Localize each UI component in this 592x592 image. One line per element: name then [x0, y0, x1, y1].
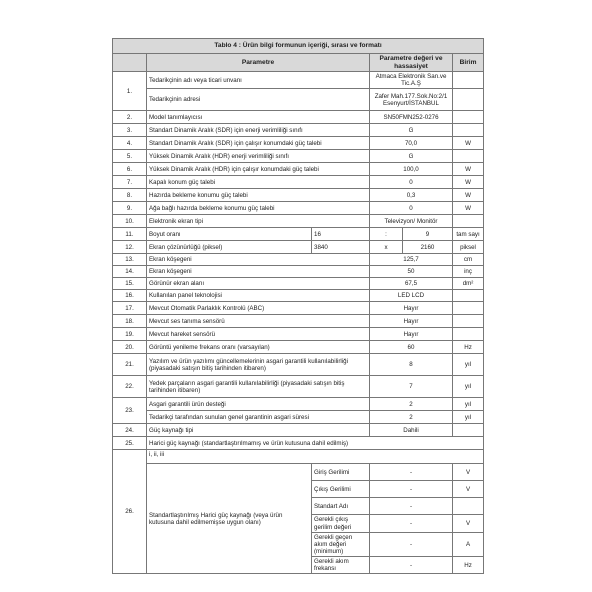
sub-value: - — [370, 515, 453, 532]
row-unit: cm — [453, 254, 484, 266]
row-value: 125,7 — [370, 254, 453, 266]
row-value: 7 — [370, 376, 453, 398]
resolution-width: 3840 — [312, 241, 370, 254]
table-title-row — [113, 39, 484, 54]
row-unit — [453, 124, 484, 137]
row-unit: tam sayı — [453, 228, 484, 241]
row-value: 0 — [370, 176, 453, 189]
row-value: 67,5 — [370, 278, 453, 290]
row-label: Standartlaştırılmış Harici güç kaynağı (veya ürün kutusuna dahil edilmemişse uygun olanı) — [147, 464, 312, 574]
row-unit: yıl — [453, 376, 484, 398]
row-number: 22. — [113, 376, 147, 398]
row-number: 20. — [113, 341, 147, 354]
table-row — [113, 163, 484, 176]
table-row — [113, 176, 484, 189]
row-label: Standart Dinamik Aralık (SDR) için enerji verimliliği sınıfı — [147, 124, 370, 137]
row-value: Zafer Mah.177.Sok.No:2/1 Esenyurt/İSTANBUL — [370, 89, 453, 111]
sub-unit: V — [453, 481, 484, 498]
row-value: LED LCD — [370, 290, 453, 302]
table-row — [113, 398, 484, 411]
header-parameter: Parametre — [147, 54, 370, 72]
row-number: 26. — [113, 450, 147, 574]
row-label: Harici güç kaynağı (standartlaştırılmamış ve ürün kutusuna dahil edilmiş) — [147, 437, 484, 450]
row-value: 0 — [370, 202, 453, 215]
sub-unit: V — [453, 515, 484, 532]
row-label: Hazırda bekleme konumu güç talebi — [147, 189, 370, 202]
row-unit: yıl — [453, 411, 484, 424]
table-row — [113, 341, 484, 354]
row-unit — [453, 328, 484, 341]
row-label: Yüksek Dinamik Aralık (HDR) için çalışır konumdaki güç talebi — [147, 163, 370, 176]
row-unit — [453, 424, 484, 437]
table-row — [113, 228, 484, 241]
row-unit — [453, 111, 484, 124]
row-value: Hayır — [370, 302, 453, 315]
table-row — [113, 376, 484, 398]
ratio-width: 16 — [312, 228, 370, 241]
row-number: 11. — [113, 228, 147, 241]
row-label: Tedarikçinin adresi — [147, 89, 370, 111]
sub-value: - — [370, 498, 453, 515]
row-label: Yazılım ve ürün yazılımı güncellemelerinin asgari garantili kullanılabilirliği (piyasadaki satışın bitiş tarihinden itibaren) — [147, 354, 370, 376]
sub-label: Gerekli çıkış gerilim değeri — [312, 515, 370, 532]
row-unit: W — [453, 202, 484, 215]
table-row — [113, 137, 484, 150]
row-number: 8. — [113, 189, 147, 202]
row-value: 70,0 — [370, 137, 453, 150]
row-number: 17. — [113, 302, 147, 315]
table-row — [113, 89, 484, 111]
row-label: Kullanılan panel teknolojisi — [147, 290, 370, 302]
table-row — [113, 464, 484, 481]
row-label: Standart Dinamik Aralık (SDR) için çalışır konumdaki güç talebi — [147, 137, 370, 150]
row-number: 16. — [113, 290, 147, 302]
row-number: 3. — [113, 124, 147, 137]
table-row — [113, 150, 484, 163]
row-number: 5. — [113, 150, 147, 163]
row-label: Elektronik ekran tipi — [147, 215, 370, 228]
row-unit: yıl — [453, 398, 484, 411]
row-label: Mevcut hareket sensörü — [147, 328, 370, 341]
row-number: 9. — [113, 202, 147, 215]
roman-numerals: i, ii, iii — [147, 450, 484, 464]
row-value: Dahili — [370, 424, 453, 437]
row-label: Ağa bağlı hazırda bekleme konumu güç talebi — [147, 202, 370, 215]
row-unit — [453, 290, 484, 302]
sub-label: Gerekli akım frekansı — [312, 557, 370, 574]
sub-value: - — [370, 481, 453, 498]
row-unit: inç — [453, 266, 484, 278]
table-row — [113, 215, 484, 228]
table-row — [113, 302, 484, 315]
sub-unit: A — [453, 532, 484, 556]
sub-label: Giriş Gerilimi — [312, 464, 370, 481]
row-number: 6. — [113, 163, 147, 176]
table-row — [113, 411, 484, 424]
row-label: Asgari garantili ürün desteği — [147, 398, 370, 411]
row-unit: piksel — [453, 241, 484, 254]
row-number: 25. — [113, 437, 147, 450]
table-row — [113, 124, 484, 137]
row-label: Boyut oranı — [147, 228, 312, 241]
row-number: 19. — [113, 328, 147, 341]
sub-unit — [453, 498, 484, 515]
header-unit: Birim — [453, 54, 484, 72]
table-row — [113, 254, 484, 266]
row-label: Ekran çözünürlüğü (piksel) — [147, 241, 312, 254]
row-value: Hayır — [370, 328, 453, 341]
table-row — [113, 202, 484, 215]
sub-label: Gerekli geçen akım değeri (minimum) — [312, 532, 370, 556]
row-value: 50 — [370, 266, 453, 278]
sub-unit: V — [453, 464, 484, 481]
row-unit: W — [453, 176, 484, 189]
table-row — [113, 450, 484, 464]
row-label: Ekran köşegeni — [147, 254, 370, 266]
row-value: G — [370, 150, 453, 163]
table-row — [113, 266, 484, 278]
table-row — [113, 354, 484, 376]
row-number: 4. — [113, 137, 147, 150]
row-number: 18. — [113, 315, 147, 328]
row-value: 100,0 — [370, 163, 453, 176]
ratio-height: 9 — [403, 228, 453, 241]
sub-value: - — [370, 532, 453, 556]
row-unit: dm² — [453, 278, 484, 290]
resolution-height: 2160 — [403, 241, 453, 254]
row-number: 12. — [113, 241, 147, 254]
row-value: Hayır — [370, 315, 453, 328]
table-row — [113, 437, 484, 450]
row-number: 24. — [113, 424, 147, 437]
row-value: G — [370, 124, 453, 137]
row-number: 21. — [113, 354, 147, 376]
table-row — [113, 189, 484, 202]
row-value: SN50FMN252-0276 — [370, 111, 453, 124]
row-value: 0,3 — [370, 189, 453, 202]
row-value: 8 — [370, 354, 453, 376]
table-row — [113, 424, 484, 437]
table-row — [113, 111, 484, 124]
row-unit: Hz — [453, 341, 484, 354]
product-info-table — [112, 38, 484, 574]
table-row — [113, 241, 484, 254]
row-unit — [453, 150, 484, 163]
row-number: 23. — [113, 398, 147, 424]
row-number: 15. — [113, 278, 147, 290]
row-unit: W — [453, 137, 484, 150]
row-label: Kapalı konum güç talebi — [147, 176, 370, 189]
row-unit: yıl — [453, 354, 484, 376]
row-label: Tedarikçi tarafından sunulan genel garantinin asgari süresi — [147, 411, 370, 424]
row-label: Ekran köşegeni — [147, 266, 370, 278]
row-value: Televizyon/ Monitör — [370, 215, 453, 228]
row-value: 2 — [370, 411, 453, 424]
sub-label: Çıkış Gerilimi — [312, 481, 370, 498]
row-number: 10. — [113, 215, 147, 228]
row-unit — [453, 215, 484, 228]
row-number: 14. — [113, 266, 147, 278]
row-unit: W — [453, 163, 484, 176]
table-row — [113, 315, 484, 328]
sub-label: Standart Adı — [312, 498, 370, 515]
row-label: Mevcut ses tanıma sensörü — [147, 315, 370, 328]
row-label: Görüntü yenileme frekans oranı (varsayılan) — [147, 341, 370, 354]
row-value: Atmaca Elektronik San.ve Tic.A.Ş — [370, 72, 453, 89]
sub-value: - — [370, 557, 453, 574]
table-row — [113, 72, 484, 89]
row-unit — [453, 302, 484, 315]
row-number: 7. — [113, 176, 147, 189]
row-label: Güç kaynağı tipi — [147, 424, 370, 437]
row-unit — [453, 315, 484, 328]
row-label: Tedarikçinin adı veya ticari unvanı — [147, 72, 370, 89]
header-value: Parametre değeri ve hassasiyet — [370, 54, 453, 72]
sub-unit: Hz — [453, 557, 484, 574]
table-title: Tablo 4 : Ürün bilgi formunun içeriği, sırası ve formatı — [113, 39, 484, 54]
table-row — [113, 278, 484, 290]
row-label: Model tanımlayıcısı — [147, 111, 370, 124]
resolution-separator: x — [370, 241, 403, 254]
row-label: Yüksek Dinamik Aralık (HDR) enerji verimliliği sınıfı — [147, 150, 370, 163]
row-unit: W — [453, 189, 484, 202]
row-value: 60 — [370, 341, 453, 354]
header-row — [113, 54, 484, 72]
table-row — [113, 290, 484, 302]
row-label: Görünür ekran alanı — [147, 278, 370, 290]
sub-value: - — [370, 464, 453, 481]
row-number: 2. — [113, 111, 147, 124]
row-value: 2 — [370, 398, 453, 411]
header-num — [113, 54, 147, 72]
row-label: Yedek parçaların asgari garantili kullanılabilirliği (piyasadaki satışın bitiş tarihinden itibaren) — [147, 376, 370, 398]
table-row — [113, 328, 484, 341]
row-number: 13. — [113, 254, 147, 266]
ratio-separator: : — [370, 228, 403, 241]
row-number: 1. — [113, 72, 147, 111]
row-label: Mevcut Otomatik Parlaklık Kontrolü (ABC) — [147, 302, 370, 315]
